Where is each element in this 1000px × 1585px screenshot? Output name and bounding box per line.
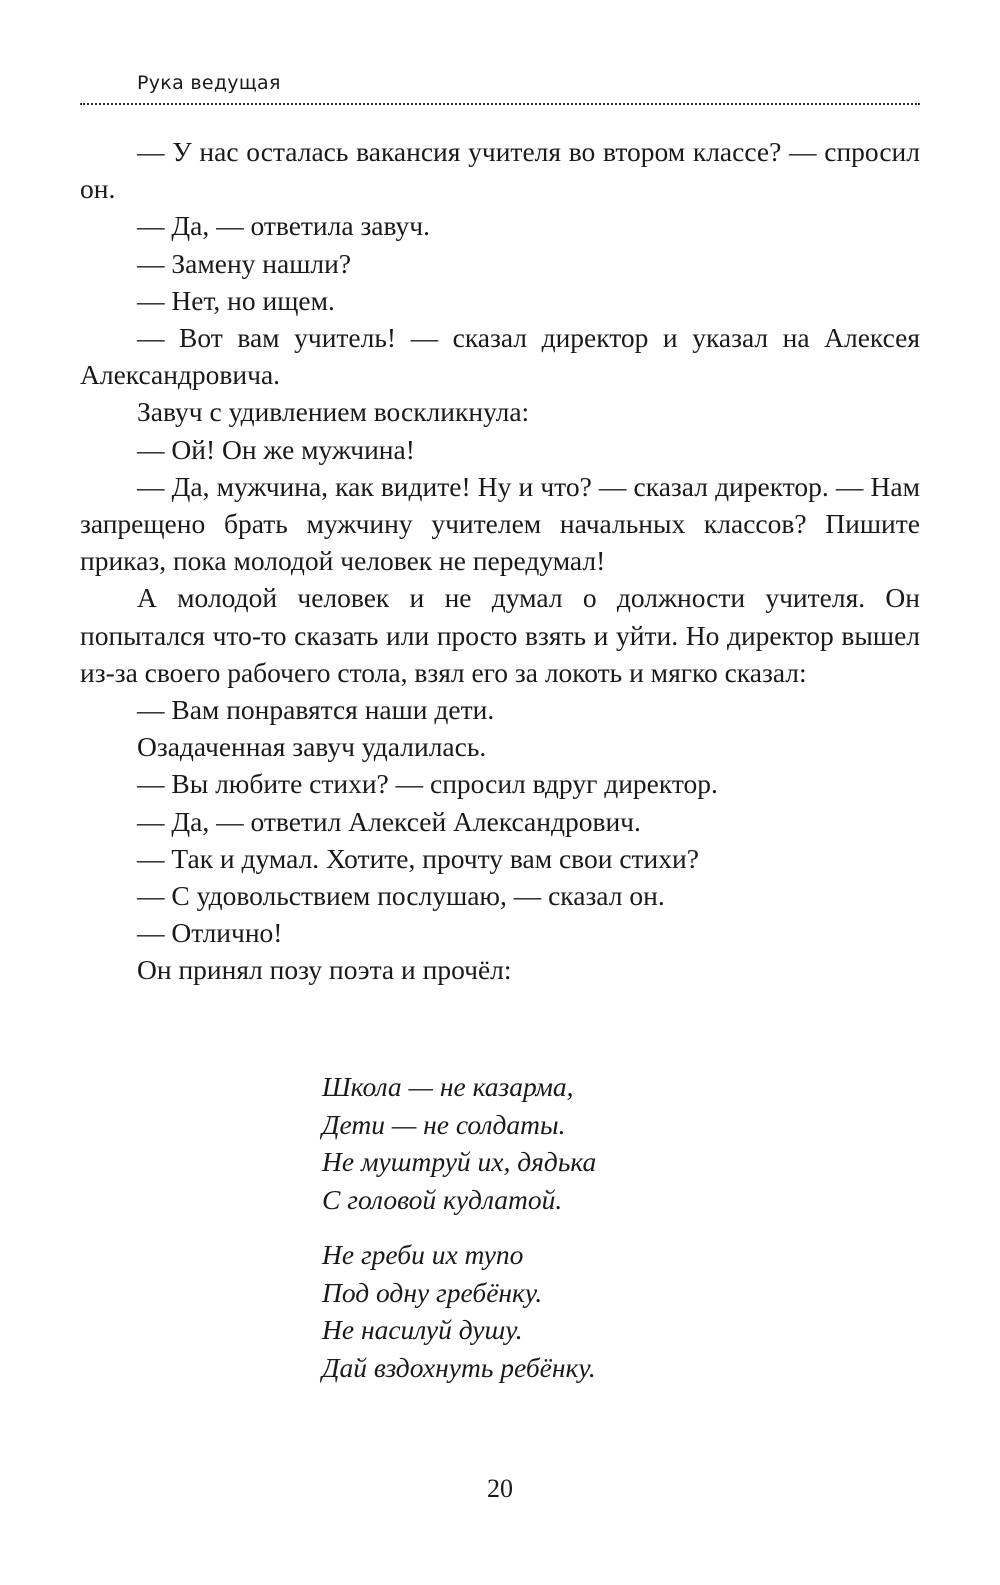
- paragraph: — Да, мужчина, как видите! Ну и что? — сказал директор. — Нам запрещено брать мужчину учителем начальных классов? Пишите приказ, пока молодой человек не передумал!: [80, 470, 920, 577]
- paragraph: Завуч с удивлением воскликнула:: [137, 396, 530, 428]
- paragraph: — Вам понравятся наши дети.: [137, 694, 495, 726]
- paragraph: — Да, — ответила завуч.: [137, 210, 431, 242]
- poem-line: Не насилуй душу.: [322, 1314, 523, 1345]
- paragraph: — Вы любите стихи? — спросил вдруг директор.: [137, 768, 718, 800]
- paragraph: Он принял позу поэта и прочёл:: [137, 954, 512, 986]
- poem-stanza-1: [322, 1068, 882, 1218]
- paragraph: — Нет, но ищем.: [137, 284, 335, 316]
- poem-line: Дай вздохнуть ребёнку.: [322, 1351, 596, 1383]
- poem-line: Школа — не казарма,: [322, 1071, 574, 1102]
- body-text: [80, 133, 920, 989]
- paragraph: Озадаченная завуч удалилась.: [137, 731, 487, 763]
- paragraph: — Ой! Он же мужчина!: [137, 433, 415, 465]
- header-dotted-rule: [80, 103, 920, 105]
- poem-line: Дети — не солдаты.: [322, 1108, 566, 1140]
- paragraph: — Вот вам учитель! — сказал директор и указал на Алексея Александровича.: [80, 322, 920, 391]
- running-head-title: Рука ведущая: [137, 72, 281, 94]
- poem-line: С головой кудлатой.: [322, 1183, 563, 1215]
- poem-line: Под одну гребёнку.: [322, 1276, 543, 1308]
- paragraph: А молодой человек и не думал о должности учителя. Он попытался что-то сказать или просто взять и уйти. Но директор вышел из-за своего рабочего стола, взял его за локоть и мягко сказал:: [80, 582, 920, 688]
- paragraph: — Отлично!: [137, 917, 283, 949]
- paragraph: — Так и думал. Хотите, прочту вам свои стихи?: [137, 842, 699, 874]
- poem-stanza-2: [322, 1236, 882, 1386]
- page-number: 20: [487, 1474, 513, 1503]
- poem-line: Не муштруй их, дядька: [322, 1146, 597, 1177]
- paragraph: — Да, — ответил Алексей Александрович.: [137, 805, 641, 837]
- paragraph: — У нас осталась вакансия учителя во втором классе? — спросил он.: [80, 136, 920, 205]
- paragraph: — Замену нашли?: [137, 247, 352, 279]
- poem-line: Не греби их тупо: [322, 1239, 524, 1270]
- paragraph: — С удовольствием послушаю, — сказал он.: [137, 880, 665, 912]
